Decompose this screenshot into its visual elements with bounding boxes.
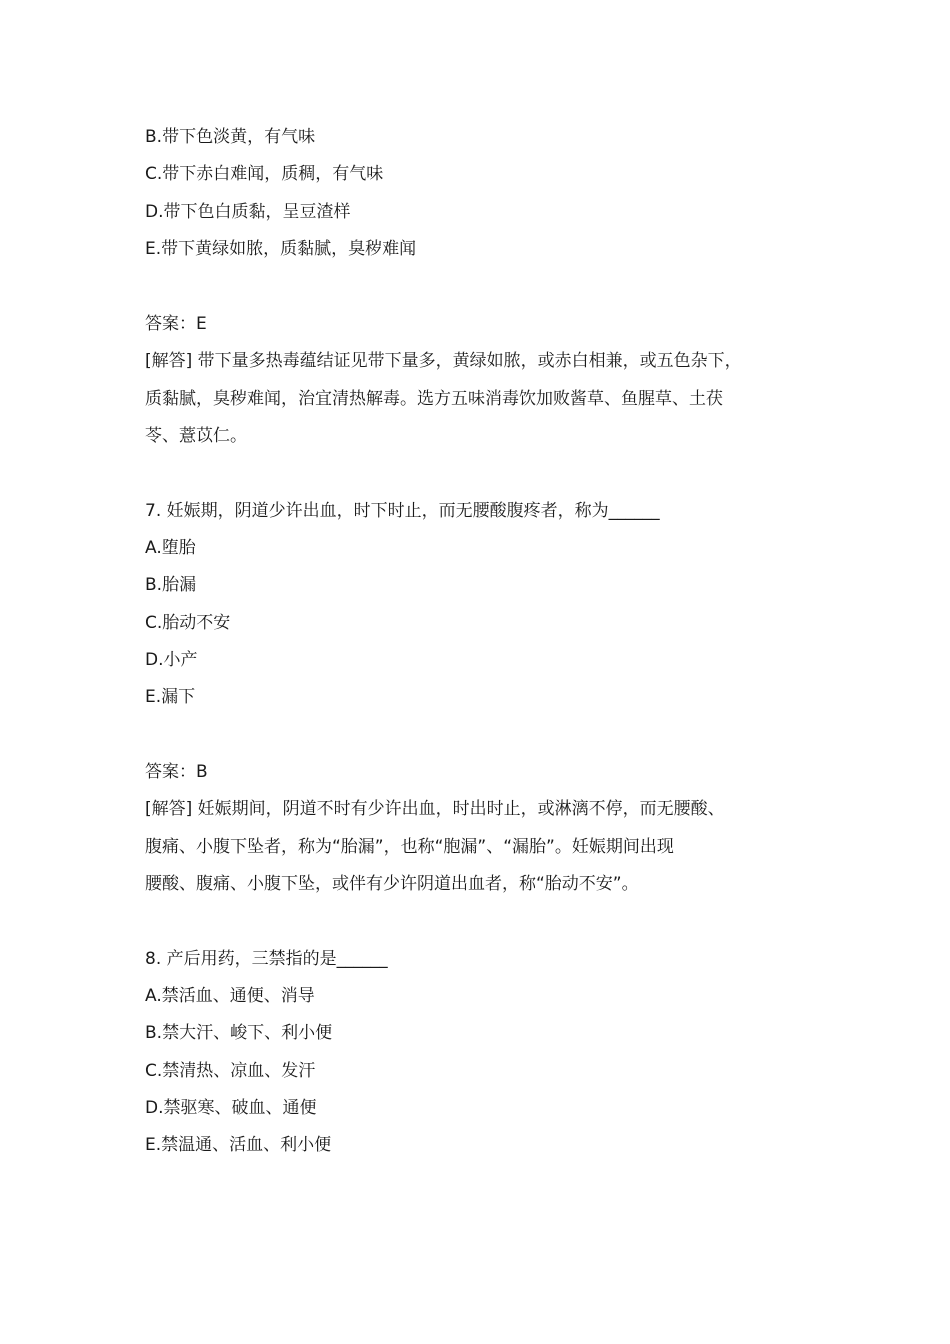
q7-explanation-line-2: 腹痛、小腹下坠者，称为“胎漏”，也称“胞漏”、“漏胎”。妊娠期间出现 xyxy=(145,837,674,857)
q6-explanation-line-2: 质黏腻，臭秽难闻，治宜清热解毒。选方五味消毒饮加败酱草、鱼腥草、土茯 xyxy=(145,389,723,409)
q8-option-c: C.禁清热、凉血、发汗 xyxy=(145,1061,316,1081)
q6-answer: 答案：E xyxy=(145,314,207,334)
q6-option-b: B.带下色淡黄，有气味 xyxy=(145,127,316,147)
q6-option-d: D.带下色白质黏，呈豆渣样 xyxy=(145,202,351,222)
q7-option-b: B.胎漏 xyxy=(145,575,197,595)
q7-option-e: E.漏下 xyxy=(145,687,196,707)
q7-option-a: A.堕胎 xyxy=(145,538,196,558)
q8-option-d: D.禁驱寒、破血、通便 xyxy=(145,1098,317,1118)
q6-explanation-line-1: [解答] 带下量多热毒蕴结证见带下量多，黄绿如脓，或赤白相兼，或五色杂下， xyxy=(145,351,742,371)
q6-option-c: C.带下赤白难闻，质稠，有气味 xyxy=(145,164,384,184)
q7-option-c: C.胎动不安 xyxy=(145,613,231,633)
q7-explanation-line-1: [解答] 妊娠期间，阴道不时有少许出血，时出时止，或淋漓不停，而无腰酸、 xyxy=(145,799,725,819)
q8-option-e: E.禁温通、活血、利小便 xyxy=(145,1135,332,1155)
q7-option-d: D.小产 xyxy=(145,650,198,670)
q8-option-a: A.禁活血、通便、消导 xyxy=(145,986,315,1006)
q6-explanation-line-3: 苓、薏苡仁。 xyxy=(145,426,247,446)
q7-answer: 答案：B xyxy=(145,762,208,782)
q7-stem: 7. 妊娠期，阴道少许出血，时下时止，而无腰酸腹疼者，称为______ xyxy=(145,501,660,521)
q8-stem: 8. 产后用药，三禁指的是______ xyxy=(145,949,388,969)
q7-explanation-line-3: 腰酸、腹痛、小腹下坠，或伴有少许阴道出血者，称“胎动不安”。 xyxy=(145,874,639,894)
q6-option-e: E.带下黄绿如脓，质黏腻，臭秽难闻 xyxy=(145,239,417,259)
q8-option-b: B.禁大汗、峻下、利小便 xyxy=(145,1023,333,1043)
